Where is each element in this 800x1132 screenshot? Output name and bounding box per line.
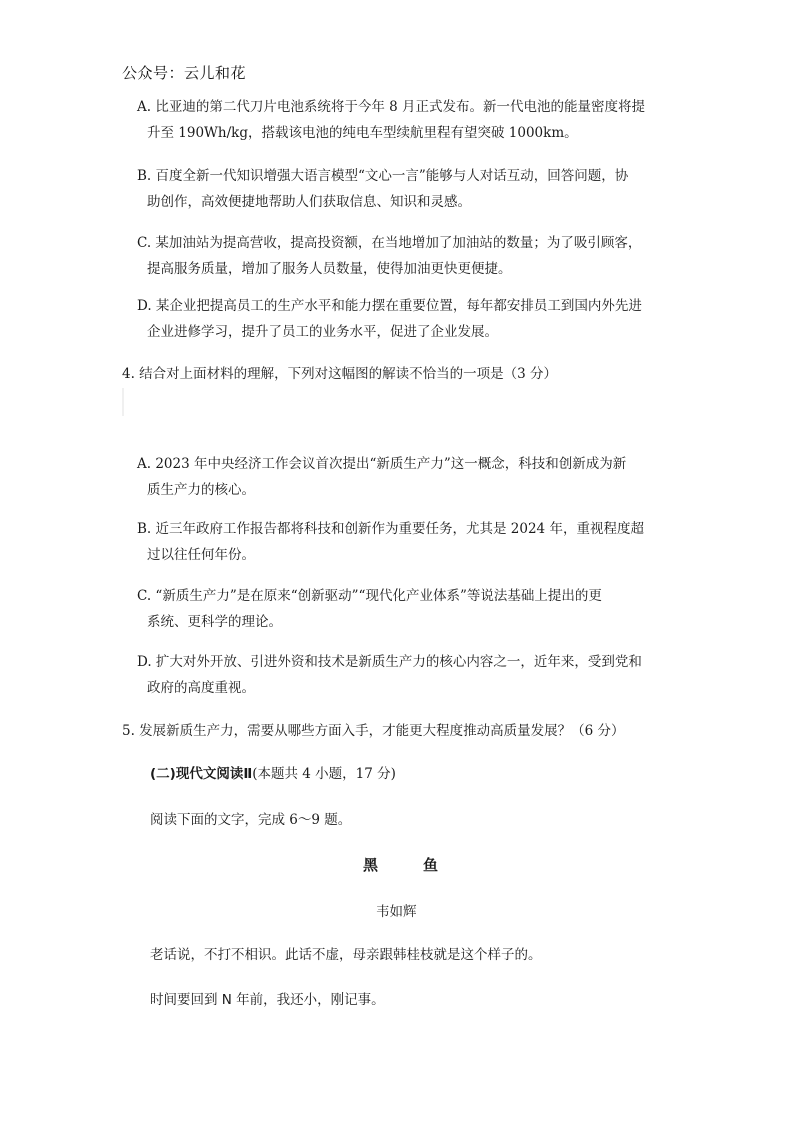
option-line: D. 扩大对外开放、引进外资和技术是新质生产力的核心内容之一，近年来，受到党和 bbox=[137, 654, 642, 670]
option-line: 提高服务质量，增加了服务人员数量，使得加油更快更便捷。 bbox=[147, 261, 512, 277]
option-line: C. “新质生产力”是在原来“创新驱动”“现代化产业体系”等说法基础上提出的更 bbox=[137, 588, 602, 604]
section-heading bbox=[150, 761, 396, 787]
option-line: 质生产力的核心。 bbox=[147, 482, 255, 498]
header-watermark: 公众号：云儿和花 bbox=[122, 64, 247, 82]
option-q4-d bbox=[137, 649, 697, 701]
figure-placeholder bbox=[122, 388, 124, 416]
option-q3-b bbox=[137, 163, 697, 215]
story-author: 韦如辉 bbox=[376, 904, 417, 920]
option-line: C. 某加油站为提高营收，提高投资额，在当地增加了加油站的数量；为了吸引顾客， bbox=[137, 235, 642, 251]
option-line: A. 比亚迪的第二代刀片电池系统将于今年 8 月正式发布。新一代电池的能量密度将提 bbox=[137, 99, 646, 115]
option-line: B. 百度全新一代知识增强大语言模型“文心一言”能够与人对话互动，回答问题，协 bbox=[137, 168, 629, 184]
section-info: (本题共 4 小题，17 分) bbox=[252, 766, 396, 782]
question-4: 4. 结合对上面材料的理解，下列对这幅图的解读不恰当的一项是（3 分） bbox=[122, 366, 558, 382]
option-line: 助创作，高效便捷地帮助人们获取信息、知识和灵感。 bbox=[147, 194, 471, 210]
section-title: (二)现代文阅读Ⅱ bbox=[150, 766, 253, 782]
option-line: 系统、更科学的理论。 bbox=[147, 614, 282, 630]
story-title: 黑鱼 bbox=[363, 856, 484, 874]
option-line: D. 某企业把提高员工的生产水平和能力摆在重要位置，每年都安排员工到国内外先进 bbox=[137, 298, 642, 314]
option-q4-a bbox=[137, 451, 697, 503]
option-line: 升至 190Wh/kg，搭载该电池的纯电车型续航里程有望突破 1000km。 bbox=[147, 125, 578, 141]
option-q3-a bbox=[137, 94, 697, 146]
option-q4-b bbox=[137, 516, 697, 568]
option-q3-d bbox=[137, 293, 697, 345]
question-5: 5. 发展新质生产力，需要从哪些方面入手，才能更大程度推动高质量发展？（6 分） bbox=[122, 723, 625, 739]
option-q3-c bbox=[137, 230, 697, 282]
option-line: 过以往任何年份。 bbox=[147, 547, 255, 563]
option-line: 企业进修学习，提升了员工的业务水平，促进了企业发展。 bbox=[147, 324, 498, 340]
story-paragraph: 时间要回到 N 年前，我还小，刚记事。 bbox=[150, 992, 385, 1008]
option-line: A. 2023 年中央经济工作会议首次提出“新质生产力”这一概念，科技和创新成为新 bbox=[137, 456, 627, 472]
option-line: B. 近三年政府工作报告都将科技和创新作为重要任务，尤其是 2024 年，重视程度超 bbox=[137, 521, 644, 537]
reading-instruction: 阅读下面的文字，完成 6～9 题。 bbox=[150, 812, 352, 828]
option-line: 政府的高度重视。 bbox=[147, 680, 255, 696]
story-paragraph: 老话说，不打不相识。此话不虚，母亲跟韩桂枝就是这个样子的。 bbox=[150, 947, 542, 963]
option-q4-c bbox=[137, 583, 697, 635]
